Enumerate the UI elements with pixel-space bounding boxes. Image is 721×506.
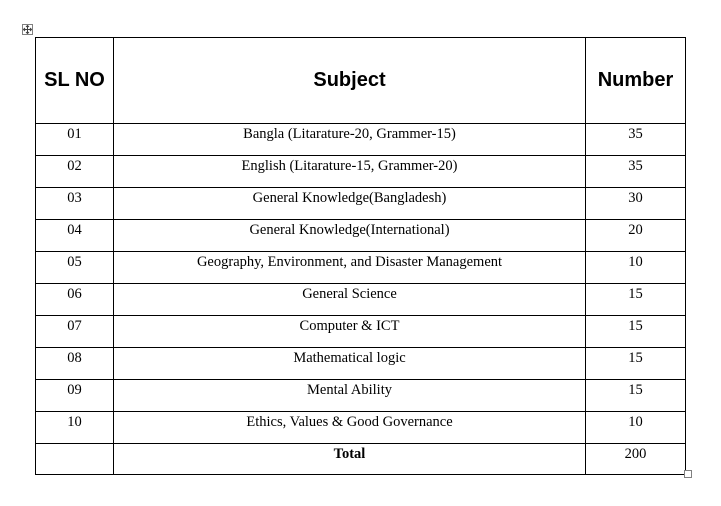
table-row (36, 156, 686, 188)
table-row (36, 380, 686, 412)
cell-total-empty[interactable] (36, 444, 114, 475)
cell-number[interactable]: 35 (586, 124, 686, 156)
cell-total-number[interactable]: 200 (586, 444, 686, 475)
cell-sl[interactable]: 01 (36, 124, 114, 156)
cell-subject[interactable]: Mental Ability (114, 380, 586, 412)
cell-number[interactable]: 20 (586, 220, 686, 252)
cell-subject[interactable]: Ethics, Values & Good Governance (114, 412, 586, 444)
cell-subject[interactable]: General Knowledge(International) (114, 220, 586, 252)
header-subject[interactable]: Subject (114, 38, 586, 124)
table-row (36, 348, 686, 380)
cell-number[interactable]: 15 (586, 284, 686, 316)
cell-total-label[interactable]: Total (114, 444, 586, 475)
table-total-row (36, 444, 686, 475)
cell-sl[interactable]: 06 (36, 284, 114, 316)
cell-sl[interactable]: 09 (36, 380, 114, 412)
cell-sl[interactable]: 10 (36, 412, 114, 444)
header-number[interactable]: Number (586, 38, 686, 124)
cell-sl[interactable]: 07 (36, 316, 114, 348)
header-sl-no[interactable]: SL NO (36, 38, 114, 124)
cell-subject[interactable]: Mathematical logic (114, 348, 586, 380)
table-row (36, 220, 686, 252)
table-row (36, 252, 686, 284)
cell-number[interactable]: 35 (586, 156, 686, 188)
table-move-handle-icon[interactable] (22, 24, 33, 35)
cell-subject[interactable]: Bangla (Litarature-20, Grammer-15) (114, 124, 586, 156)
cell-number[interactable]: 15 (586, 348, 686, 380)
cell-number[interactable]: 30 (586, 188, 686, 220)
table-resize-handle-icon[interactable] (684, 470, 692, 478)
table-row (36, 412, 686, 444)
table-row (36, 284, 686, 316)
cell-subject[interactable]: English (Litarature-15, Grammer-20) (114, 156, 586, 188)
cell-subject[interactable]: General Knowledge(Bangladesh) (114, 188, 586, 220)
subject-marks-table (35, 37, 686, 475)
cell-subject[interactable]: Geography, Environment, and Disaster Management (114, 252, 586, 284)
cell-number[interactable]: 10 (586, 252, 686, 284)
table-row (36, 316, 686, 348)
cell-number[interactable]: 15 (586, 316, 686, 348)
cell-sl[interactable]: 02 (36, 156, 114, 188)
table-row (36, 188, 686, 220)
cell-sl[interactable]: 05 (36, 252, 114, 284)
cell-sl[interactable]: 08 (36, 348, 114, 380)
cell-subject[interactable]: Computer & ICT (114, 316, 586, 348)
cell-sl[interactable]: 03 (36, 188, 114, 220)
table-header-row (36, 38, 686, 124)
cell-number[interactable]: 15 (586, 380, 686, 412)
cell-number[interactable]: 10 (586, 412, 686, 444)
cell-sl[interactable]: 04 (36, 220, 114, 252)
table-row (36, 124, 686, 156)
four-arrow-move-icon (23, 25, 32, 34)
cell-subject[interactable]: General Science (114, 284, 586, 316)
